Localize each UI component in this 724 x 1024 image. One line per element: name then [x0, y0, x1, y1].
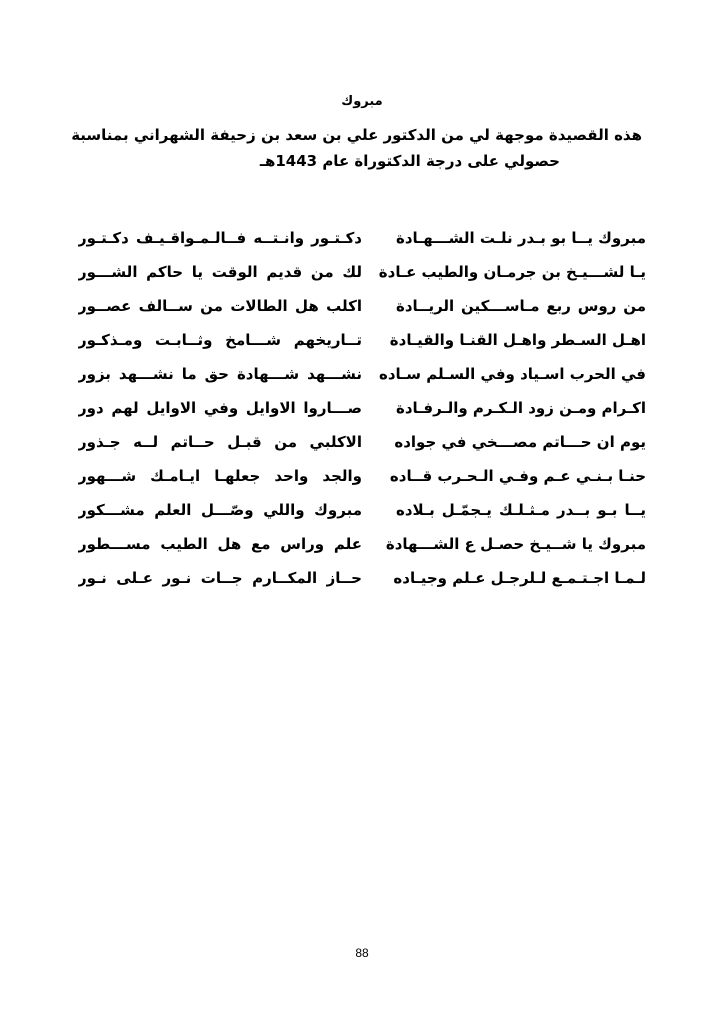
verse-first-half: مبروك يا شــيـخ حصـل ع الشـــهادة — [385, 535, 646, 553]
verse-row — [78, 289, 646, 323]
verse-first-half: في الحرب اسـياد وفي السـلم سـاده — [378, 365, 646, 383]
poem-title: مبروك — [341, 94, 383, 109]
verse-first-half: يــا بـو بــدر مـثـلـك يـجمّـل بـلاده — [396, 501, 646, 519]
intro-line-1: هذه القصيدة موجهة لي من الدكتور علي بن سعد بن زحيفة الشهراني بمناسبة — [71, 126, 642, 144]
verse-second-half: الاكلبي من قبـل حــاتم لــه جـذور — [78, 433, 362, 451]
page-number: 88 — [355, 946, 369, 960]
verse-row — [78, 493, 646, 527]
verse-row — [78, 391, 646, 425]
verse-second-half: اكلب هل الطالات من ســالف عصــور — [78, 297, 362, 315]
verse-row — [78, 459, 646, 493]
verse-row — [78, 255, 646, 289]
intro-paragraph — [71, 122, 642, 174]
verse-row — [78, 425, 646, 459]
verse-first-half: لـمـا اجـتـمـع لـلرجـل عـلم وجيـاده — [393, 569, 646, 587]
verse-row — [78, 561, 646, 595]
verse-row — [78, 357, 646, 391]
verse-second-half: لك من قديم الوقت يا حاكم الشـــور — [78, 263, 362, 281]
verse-second-half: مبروك واللي وصّـــل العلم مشـــكور — [78, 501, 362, 519]
verse-first-half: حنـا بـنـي عـم وفـي الـحـرب قــاده — [389, 467, 646, 485]
verse-first-half: يوم ان حـــاتم مصـــخي في جواده — [394, 433, 646, 451]
verse-first-half: مبروك يــا بو بـدر نلـت الشـــهـادة — [396, 229, 646, 247]
verse-row — [78, 527, 646, 561]
intro-line-2: حصولي على درجة الدكتوراة عام 1443هـ — [259, 152, 560, 170]
verse-first-half: اكـرام ومـن زود الـكـرم والـرفـادة — [395, 399, 646, 417]
verse-first-half: اهـل السـطر واهـل القنـا والقيـادة — [389, 331, 646, 349]
verse-second-half: حــاز المكــارم جــات نـور عـلى نـور — [78, 569, 362, 587]
verse-second-half: دكـتـور وانـتــه فــالـمـواقـيـف دكـتـور — [78, 229, 362, 247]
verse-second-half: علم وراس مع هل الطيب مســـطور — [78, 535, 362, 553]
verse-first-half: من روس ربعٍ مـاســـكين الريــادة — [396, 297, 646, 315]
poem-body — [78, 221, 646, 595]
verse-second-half: صـــاروا الاوايل وفي الاوايل لهم دور — [78, 399, 362, 417]
verse-second-half: نشـــهد شـــهادة حق ما نشـــهد بزور — [78, 365, 362, 383]
verse-first-half: يـا لشـــيـخ بن جرمـان والطيب عـادة — [378, 263, 646, 281]
verse-second-half: والجد واحد جعلهـا ايـامـك شـــهور — [78, 467, 362, 485]
verse-second-half: تــاريخهم شـــامخ وثــابـت ومـذكـور — [78, 331, 362, 349]
verse-row — [78, 221, 646, 255]
verse-row — [78, 323, 646, 357]
